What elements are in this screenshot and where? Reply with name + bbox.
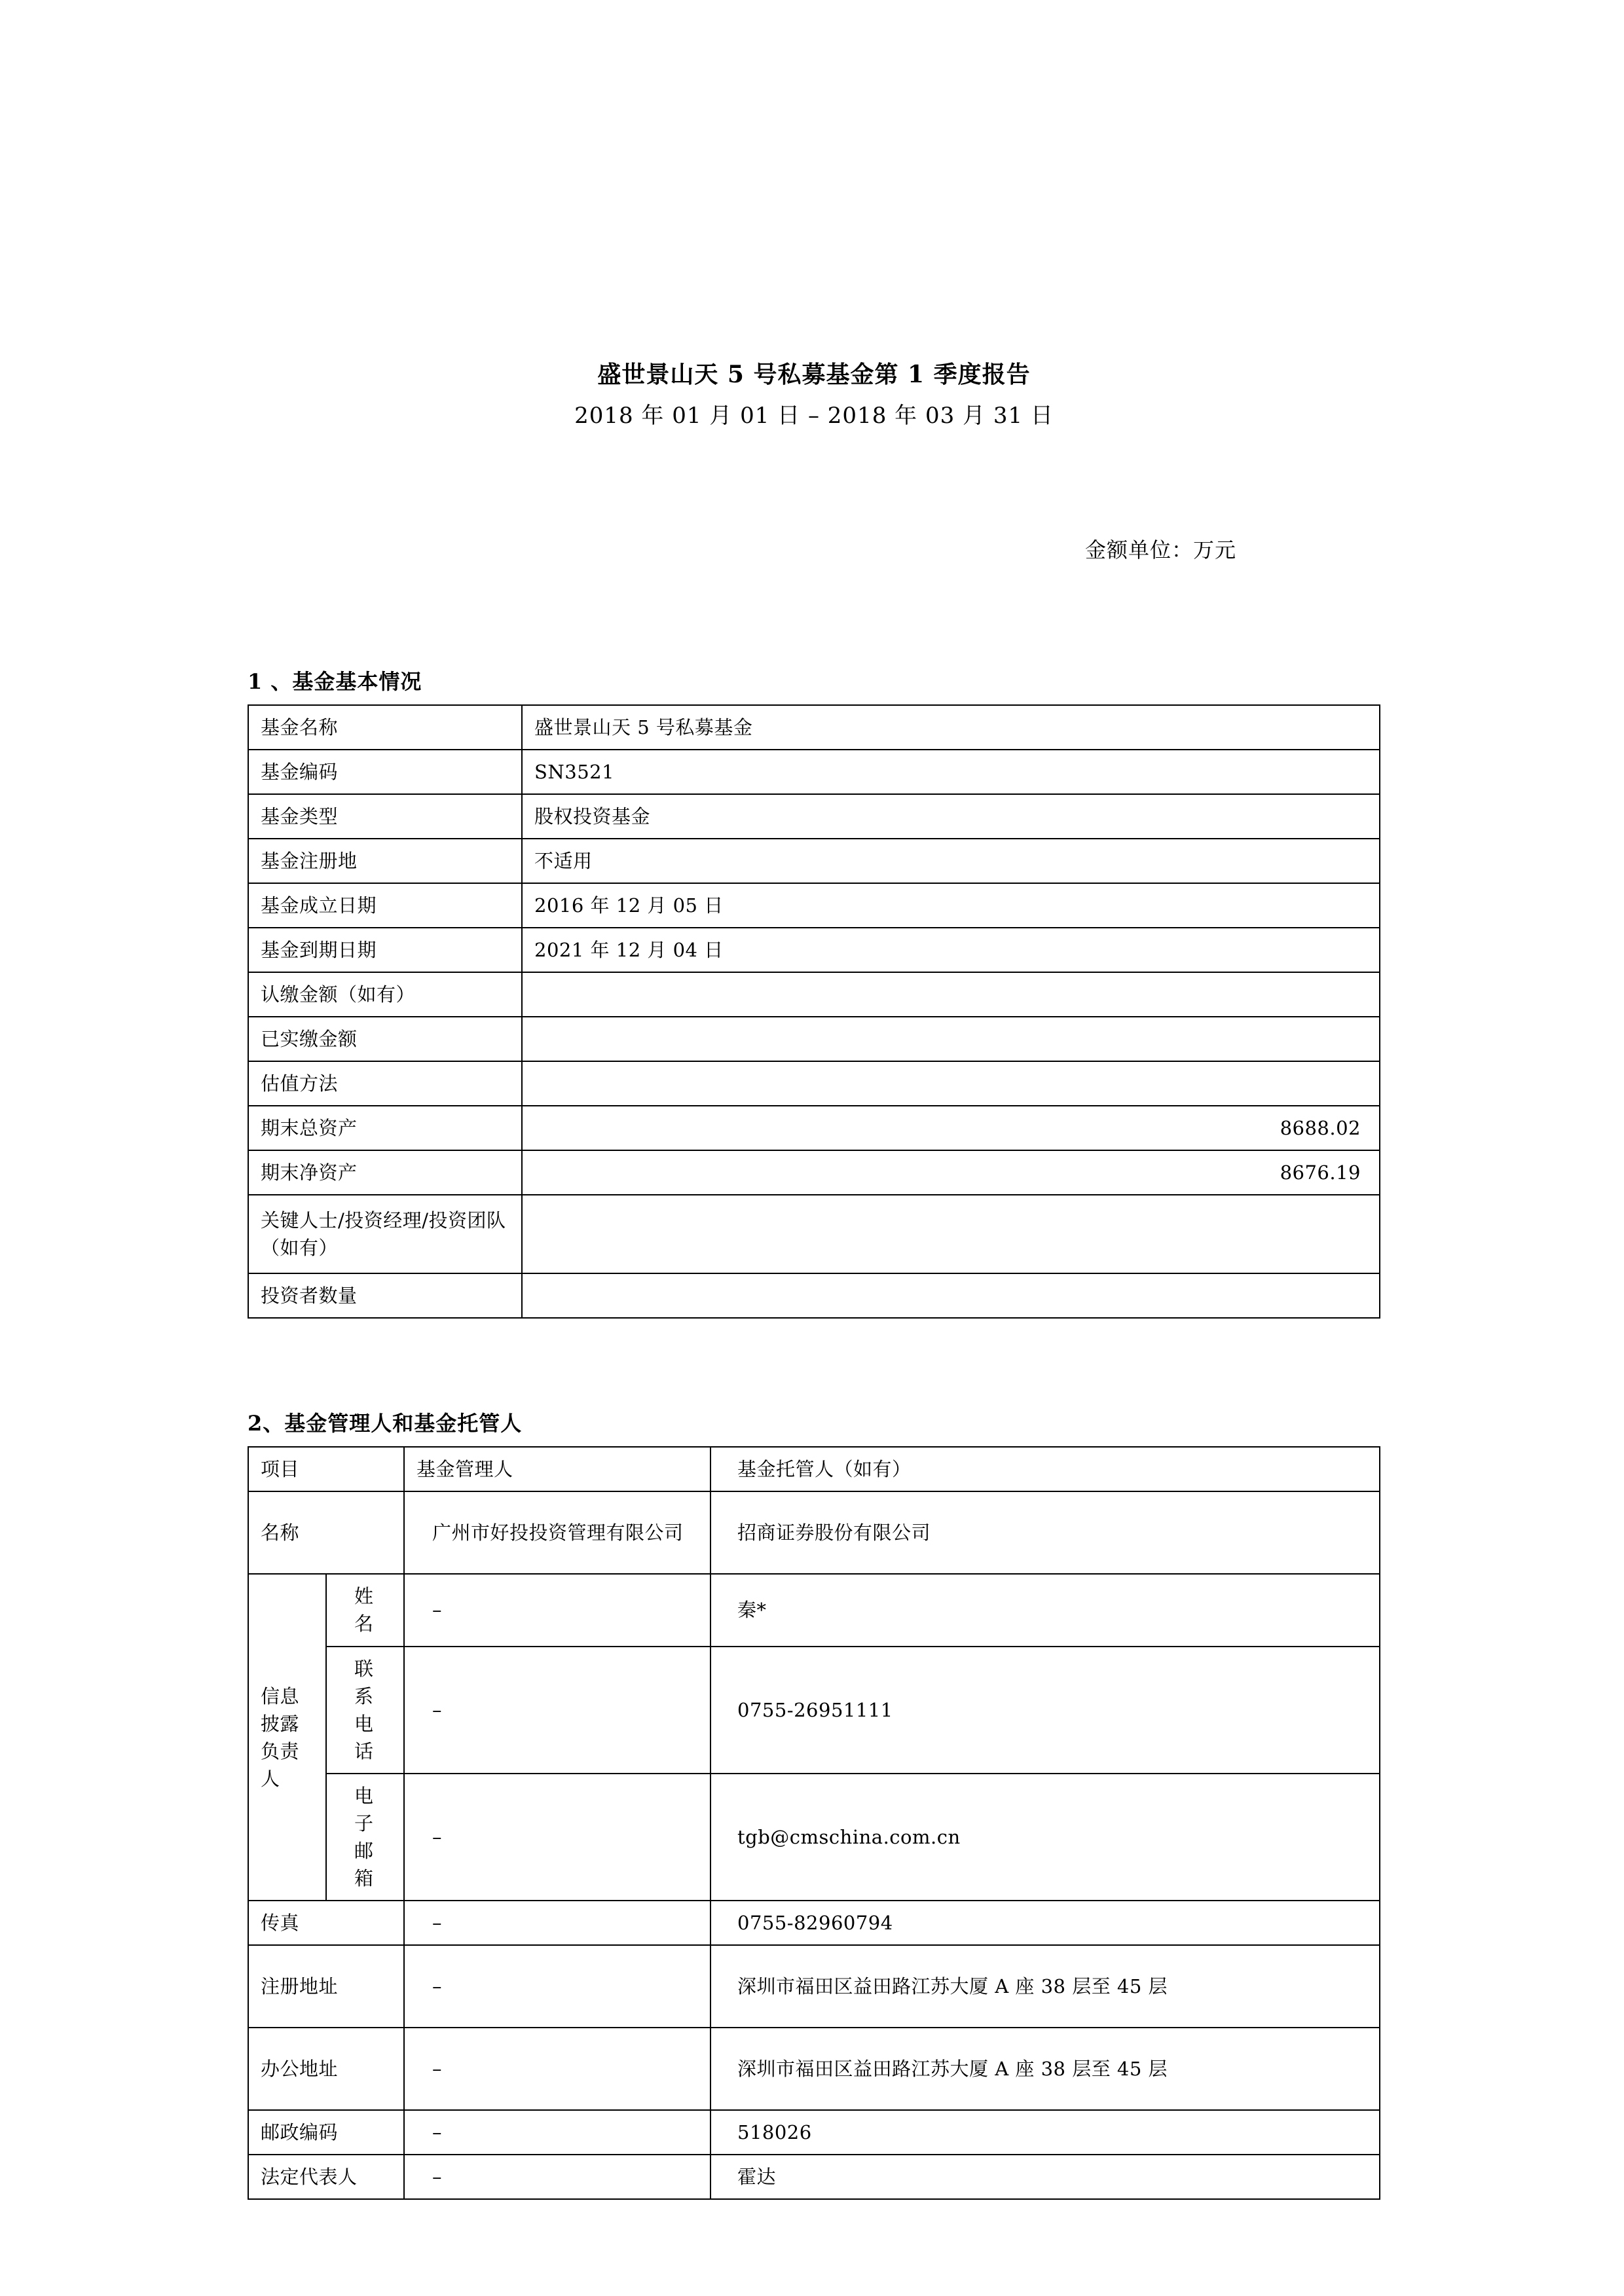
table-row xyxy=(248,1273,1380,1318)
column-header-manager: 基金管理人 xyxy=(404,1447,710,1491)
fund-basic-info-table xyxy=(248,704,1380,1319)
sub-label-name: 姓名 xyxy=(326,1574,404,1646)
title-block xyxy=(248,357,1380,435)
table-row xyxy=(248,1574,1380,1646)
custodian-name: 招商证券股份有限公司 xyxy=(710,1491,1380,1574)
table-row xyxy=(248,1106,1380,1150)
manager-value: – xyxy=(404,2028,710,2110)
manager-value: – xyxy=(404,1901,710,1945)
manager-value: – xyxy=(404,1945,710,2028)
row-value xyxy=(522,1061,1380,1106)
row-label: 期末总资产 xyxy=(248,1106,522,1150)
row-value: 2021 年 12 月 04 日 xyxy=(522,928,1380,972)
table-row xyxy=(248,928,1380,972)
page-title: 盛世景山天 5 号私募基金第 1 季度报告 xyxy=(597,361,1031,388)
custodian-value: tgb@cmschina.com.cn xyxy=(710,1774,1380,1901)
table-row xyxy=(248,1491,1380,1574)
custodian-value: 518026 xyxy=(710,2110,1380,2155)
table-row xyxy=(248,972,1380,1017)
row-label-postcode: 邮政编码 xyxy=(248,2110,404,2155)
manager-value: – xyxy=(404,1574,710,1646)
row-value: 2016 年 12 月 05 日 xyxy=(522,883,1380,928)
table-row xyxy=(248,794,1380,839)
row-label-registered-address: 注册地址 xyxy=(248,1945,404,2028)
table-row xyxy=(248,839,1380,883)
row-label-office-address: 办公地址 xyxy=(248,2028,404,2110)
table-row xyxy=(248,1647,1380,1774)
manager-name: 广州市好投投资管理有限公司 xyxy=(404,1491,710,1574)
row-value xyxy=(522,1017,1380,1061)
manager-value: – xyxy=(404,1774,710,1901)
row-value xyxy=(522,972,1380,1017)
manager-value: – xyxy=(404,2155,710,2199)
custodian-value: 深圳市福田区益田路江苏大厦 A 座 38 层至 45 层 xyxy=(710,2028,1380,2110)
table-row xyxy=(248,705,1380,750)
row-value: 股权投资基金 xyxy=(522,794,1380,839)
table-header-row xyxy=(248,1447,1380,1491)
amount-unit-note: 金额单位：万元 xyxy=(1084,537,1236,562)
table-row xyxy=(248,1061,1380,1106)
section-2-heading: 2、基金管理人和基金托管人 xyxy=(248,1411,523,1436)
row-value xyxy=(522,1195,1380,1273)
table-row xyxy=(248,1017,1380,1061)
manager-custodian-table xyxy=(248,1446,1380,2200)
table-row xyxy=(248,2155,1380,2199)
row-value: SN3521 xyxy=(522,750,1380,794)
page-content xyxy=(248,0,1380,2200)
manager-value: – xyxy=(404,2110,710,2155)
row-label: 认缴金额（如有） xyxy=(248,972,522,1017)
custodian-value: 0755-26951111 xyxy=(710,1647,1380,1774)
table-row xyxy=(248,1195,1380,1273)
row-value: 8676.19 xyxy=(522,1150,1380,1195)
row-label: 基金到期日期 xyxy=(248,928,522,972)
row-label: 已实缴金额 xyxy=(248,1017,522,1061)
table-row xyxy=(248,750,1380,794)
row-label-name: 名称 xyxy=(248,1491,404,1574)
column-header-item: 项目 xyxy=(248,1447,404,1491)
sub-label-email: 电子邮箱 xyxy=(326,1774,404,1901)
table-row xyxy=(248,1945,1380,2028)
row-value: 8688.02 xyxy=(522,1106,1380,1150)
table-row xyxy=(248,2110,1380,2155)
column-header-custodian: 基金托管人（如有） xyxy=(710,1447,1380,1491)
table-row xyxy=(248,2028,1380,2110)
row-label: 基金成立日期 xyxy=(248,883,522,928)
row-label: 期末净资产 xyxy=(248,1150,522,1195)
row-value: 不适用 xyxy=(522,839,1380,883)
manager-value: – xyxy=(404,1647,710,1774)
table-row xyxy=(248,1150,1380,1195)
table-row xyxy=(248,883,1380,928)
row-label: 投资者数量 xyxy=(248,1273,522,1318)
section-1-heading: 1 、基金基本情况 xyxy=(248,668,422,694)
report-period: 2018 年 01 月 01 日 – 2018 年 03 月 31 日 xyxy=(574,403,1054,429)
row-value: 盛世景山天 5 号私募基金 xyxy=(522,705,1380,750)
sub-label-phone: 联系电话 xyxy=(326,1647,404,1774)
custodian-value: 0755-82960794 xyxy=(710,1901,1380,1945)
row-value xyxy=(522,1273,1380,1318)
table-row xyxy=(248,1901,1380,1945)
table-row xyxy=(248,1774,1380,1901)
row-label: 估值方法 xyxy=(248,1061,522,1106)
row-label-fax: 传真 xyxy=(248,1901,404,1945)
row-label: 基金编码 xyxy=(248,750,522,794)
row-label-discloser: 信息披露负责人 xyxy=(248,1574,326,1900)
custodian-value: 深圳市福田区益田路江苏大厦 A 座 38 层至 45 层 xyxy=(710,1945,1380,2028)
row-label: 基金名称 xyxy=(248,705,522,750)
custodian-value: 秦* xyxy=(710,1574,1380,1646)
row-label: 关键人士/投资经理/投资团队（如有） xyxy=(248,1195,522,1273)
row-label: 基金注册地 xyxy=(248,839,522,883)
row-label-legal-rep: 法定代表人 xyxy=(248,2155,404,2199)
custodian-value: 霍达 xyxy=(710,2155,1380,2199)
row-label: 基金类型 xyxy=(248,794,522,839)
